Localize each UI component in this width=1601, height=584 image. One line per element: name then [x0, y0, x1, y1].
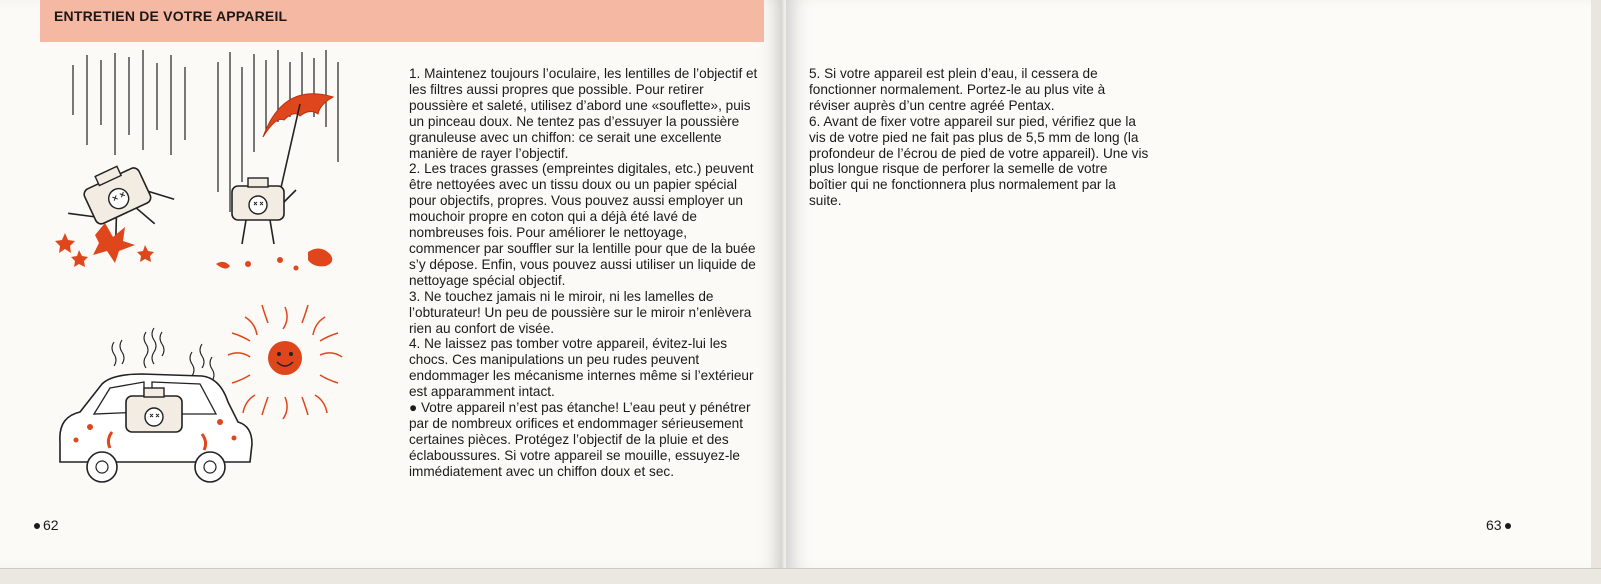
- bullet-dot-icon: [1505, 523, 1511, 529]
- paragraph-5: 5. Si votre appareil est plein d’eau, il cessera de fonctionner normalement. Portez-le au plus vite à réviser auprès d’un centre agréé Pentax.: [809, 66, 1106, 113]
- camera-falling-illustration: [55, 45, 205, 275]
- bullet-dot-icon: [34, 523, 40, 529]
- camera-hot-car-illustration: [52, 322, 262, 497]
- left-text-column: [409, 66, 759, 480]
- paragraph-1: 1. Maintenez toujours l’oculaire, les lentilles de l’objectif et les filtres aussi propres que possible. Pour retirer poussière et saleté, utilisez d’abord une «souflette», puis un pinceau doux. Ne tentez pas d’essuyer la poussière granuleuse avec un chiffon: ce serait une excellente manière de rayer l’objectif.: [409, 66, 758, 161]
- page-number-left: 62: [34, 517, 59, 533]
- right-page: [786, 0, 1591, 570]
- paragraph-6: 6. Avant de fixer votre appareil sur pied, vérifiez que la vis de votre pied ne fait pas plus de 5,5 mm de long (la profondeur de l’écrou de pied de votre appareil). Une vis plus longue risque de perforer la semelle de votre boîtier qui ne fonctionnera plus normalement par la suite.: [809, 113, 1149, 209]
- left-page: [0, 0, 785, 570]
- paragraph-3: 3. Ne touchez jamais ni le miroir, ni les lamelles de l’obturateur! Un peu de poussière sur le miroir n’enlèvera rien au confort de visée.: [409, 288, 752, 336]
- camera-umbrella-rain-illustration: [208, 42, 358, 277]
- page-bottom-edge: [0, 568, 1601, 584]
- paragraph-2: 2. Les traces grasses (empreintes digitales, etc.) peuvent être nettoyées avec un tissu doux ou un papier spécial pour objectifs, propres. Vous pouvez aussi employer un mouchoir propre en coton qui a déjà été lavé de nombreuses fois. Pour améliorer le nettoyage, commencer par souffler sur la lentille pour que de la buée s’y dépose. Enfin, vous pouvez aussi utiliser un liquide de nettoyage spécial objectif.: [409, 161, 756, 288]
- right-text-column: [809, 66, 1149, 209]
- paragraph-bullet: ● Votre appareil n’est pas étanche! L’eau peut y pénétrer par de nombreux orifices et endommager sérieusement certaines pièces. Protégez l’objectif de la pluie et des éclaboussures. Si votre appareil se mouille, essuyez-le immédiatement avec un chiffon doux et sec.: [409, 400, 751, 479]
- section-title: ENTRETIEN DE VOTRE APPAREIL: [54, 8, 288, 24]
- page-number-right: 63: [1486, 517, 1511, 533]
- section-header-band: [40, 0, 764, 42]
- paragraph-4: 4. Ne laissez pas tomber votre appareil, évitez-lui les chocs. Ces manipulations un peu rudes peuvent endommager les mécanisme internes même si l’extérieur est apparamment intact.: [409, 336, 754, 400]
